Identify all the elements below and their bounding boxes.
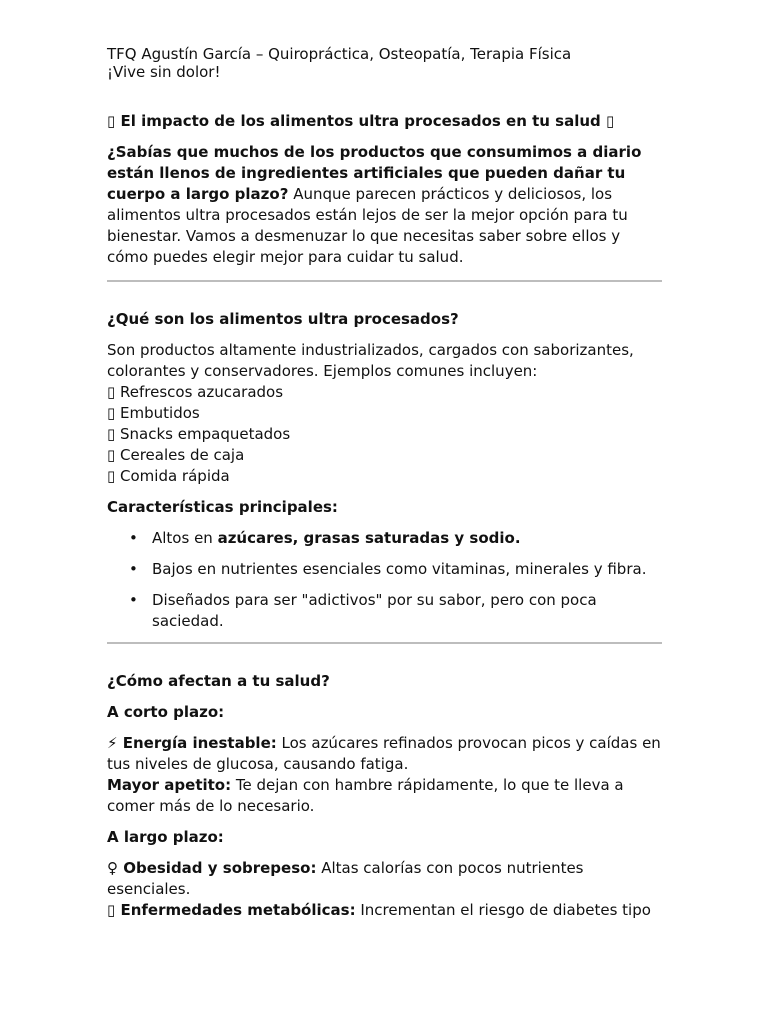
example-item: ▯ Snacks empaquetados xyxy=(107,425,291,443)
list-item xyxy=(152,559,662,580)
short-term-title: A corto plazo: xyxy=(107,703,225,721)
example-item: ▯ Cereales de caja xyxy=(107,446,245,464)
article-title: ▯ El impacto de los alimentos ultra procesados en tu salud ▯ xyxy=(107,112,615,130)
what-title: ¿Qué son los alimentos ultra procesados? xyxy=(107,310,459,328)
effect-item xyxy=(107,775,662,817)
effects-title: ¿Cómo afectan a tu salud? xyxy=(107,672,330,690)
feature-text: Bajos en nutrientes esenciales como vitaminas, minerales y fibra. xyxy=(152,560,647,578)
effect-text: Altas calorías con pocos nutrientes esenciales. xyxy=(107,859,584,898)
list-item xyxy=(152,528,662,549)
list-item xyxy=(152,590,662,632)
intro-lead-text: Aunque parecen prácticos y deliciosos, los alimentos ultra procesados están lejos de ser la mejor opción para tu bienestar. Vamos a desmenuzar lo que necesitas saber sobre ellos y cómo puedes elegir mejor para cuidar tu salud. xyxy=(107,185,628,266)
example-item: ▯ Embutidos xyxy=(107,404,200,422)
effect-bold: ▯ Enfermedades metabólicas: xyxy=(107,901,356,919)
section-divider xyxy=(107,280,662,282)
section-divider xyxy=(107,642,662,644)
effect-item xyxy=(107,900,662,921)
feature-text: Altos en xyxy=(152,529,218,547)
what-text: Son productos altamente industrializados, cargados con saborizantes, colorantes y conservadores. Ejemplos comunes incluyen: xyxy=(107,341,634,380)
effect-bold: ♀ Obesidad y sobrepeso: xyxy=(107,859,317,877)
effect-bold: ⚡ Energía inestable: xyxy=(107,734,277,752)
long-term-body xyxy=(107,858,662,921)
example-item: ▯ Refrescos azucarados xyxy=(107,383,284,401)
effect-text: Incrementan el riesgo de diabetes tipo xyxy=(355,901,651,919)
effect-bold: Mayor apetito: xyxy=(107,776,232,794)
long-term-title: A largo plazo: xyxy=(107,828,224,846)
effect-text: Te dejan con hambre rápidamente, lo que te lleva a comer más de lo necesario. xyxy=(107,776,624,815)
intro-paragraph xyxy=(107,142,662,268)
features-title: Características principales: xyxy=(107,498,338,516)
document-page xyxy=(107,45,662,921)
example-item: ▯ Comida rápida xyxy=(107,467,230,485)
features-list xyxy=(107,528,662,632)
feature-bold: azúcares, grasas saturadas y sodio. xyxy=(217,529,521,547)
effect-item xyxy=(107,733,662,775)
short-term-body xyxy=(107,733,662,817)
intro-lead-bold: ¿Sabías que muchos de los productos que consumimos a diario están llenos de ingredientes artificiales que pueden dañar tu cuerpo a largo plazo? xyxy=(107,143,642,203)
clinic-name: TFQ Agustín García – Quiropráctica, Osteopatía, Terapia Física xyxy=(107,45,572,63)
clinic-tagline: ¡Vive sin dolor! xyxy=(107,63,221,81)
what-body xyxy=(107,340,662,487)
effect-text: Los azúcares refinados provocan picos y caídas en tus niveles de glucosa, causando fatiga. xyxy=(107,734,661,773)
effect-item xyxy=(107,858,662,900)
feature-text: Diseñados para ser "adictivos" por su sabor, pero con poca saciedad. xyxy=(152,591,597,630)
